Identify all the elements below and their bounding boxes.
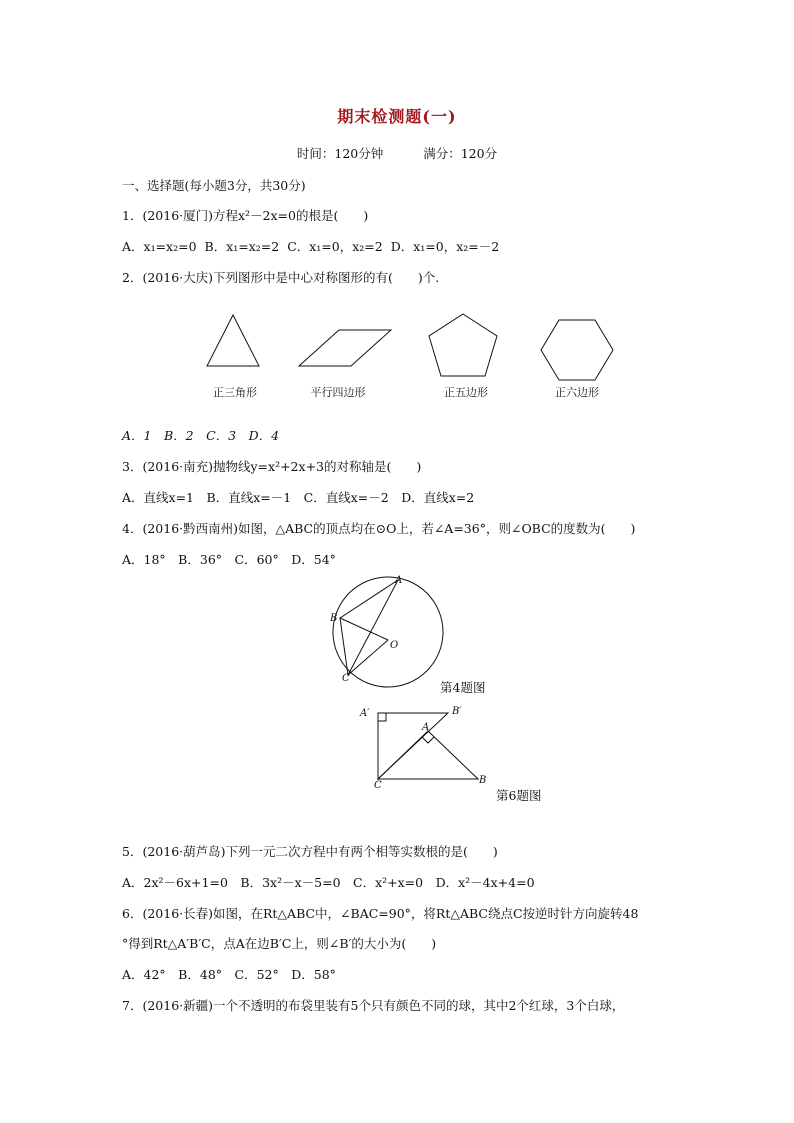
question-6-options: A．42° B．48° C．52° D．58° [122, 967, 336, 982]
triangle-abc-rotated [378, 731, 478, 779]
figure-6-caption: 第6题图 [496, 788, 542, 803]
question-5-options: A．2x²－6x+1=0 B．3x²－x－5=0 C．x²+x=0 D．x²－4x+4=0 [122, 875, 535, 890]
question-2-options: A．1 B．2 C．3 D．4 [122, 428, 280, 443]
question-1-options [122, 237, 499, 255]
label-a: A [395, 575, 403, 586]
regular-hexagon-shape [541, 320, 613, 380]
exam-meta [0, 144, 794, 162]
triangle-abc [340, 580, 398, 675]
figure-4-caption: 第4题图 [440, 680, 486, 695]
section-heading: 一、选择题(每小题3分，共30分) [122, 178, 306, 193]
question-1-stem: 1．(2016·厦门)方程x²－2x=0的根是( ) [122, 208, 369, 223]
label-o: O [390, 640, 399, 651]
equilateral-triangle-shape [207, 315, 259, 366]
label-c: C [342, 673, 350, 684]
q1-option-a: A．x₁=x₂=0 [122, 239, 197, 254]
segment-ob [340, 618, 388, 640]
question-3-stem: 3．(2016·南充)抛物线y=x²+2x+3的对称轴是( ) [122, 459, 422, 474]
shape-label-pentagon: 正五边形 [444, 386, 488, 399]
label-b: B [330, 613, 338, 624]
full-score: 满分：120分 [423, 146, 498, 161]
q1-option-b: B．x₁=x₂=2 [204, 239, 280, 254]
segment-oc [348, 640, 388, 675]
question-2-stem: 2．(2016·大庆)下列图形中是中心对称图形的有( )个. [122, 270, 440, 285]
label-b-prime: B′ [452, 706, 462, 717]
question-6-stem-line2: °得到Rt△A′B′C，点A在边B′C上，则∠B′的大小为( ) [122, 936, 437, 951]
time-limit: 时间：120分钟 [296, 146, 384, 161]
label-b-6: B [479, 775, 487, 786]
question-4-options: A．18° B．36° C．60° D．54° [122, 552, 336, 567]
question-6-stem-line1: 6．(2016·长春)如图，在Rt△ABC中，∠BAC=90°，将Rt△ABC绕点C按逆时针方向旋转48 [122, 906, 639, 921]
right-angle-mark-a1 [378, 713, 386, 721]
regular-pentagon-shape [429, 314, 497, 376]
parallelogram-shape [299, 330, 391, 366]
shape-label-triangle: 正三角形 [213, 386, 257, 399]
question-4-stem: 4．(2016·黔西南州)如图，△ABC的顶点均在⊙O上，若∠A=36°，则∠OBC的度数为( ) [122, 521, 636, 536]
q1-option-d: D．x₁=0，x₂=－2 [390, 239, 500, 254]
question-7-stem: 7．(2016·新疆)一个不透明的布袋里装有5个只有颜色不同的球，其中2个红球，3个白球， [122, 998, 625, 1013]
question-5-stem: 5．(2016·葫芦岛)下列一元二次方程中有两个相等实数根的是( ) [122, 844, 498, 859]
question-3-options: A．直线x=1 B．直线x=－1 C．直线x=－2 D．直线x=2 [122, 490, 475, 505]
shape-label-parallelogram: 平行四边形 [310, 386, 366, 399]
q4-circle-figure [320, 570, 460, 700]
right-angle-mark-a [422, 737, 434, 743]
page-title: 期末检测题(一) [337, 107, 457, 126]
label-a-prime: A′ [360, 708, 370, 719]
label-a-6: A [422, 722, 430, 733]
circle-o [333, 577, 443, 687]
q1-option-c: C．x₁=0，x₂=2 [287, 239, 383, 254]
q2-shapes-figure [195, 310, 635, 390]
label-c-6: C [374, 780, 382, 791]
shape-label-hexagon: 正六边形 [555, 386, 599, 399]
